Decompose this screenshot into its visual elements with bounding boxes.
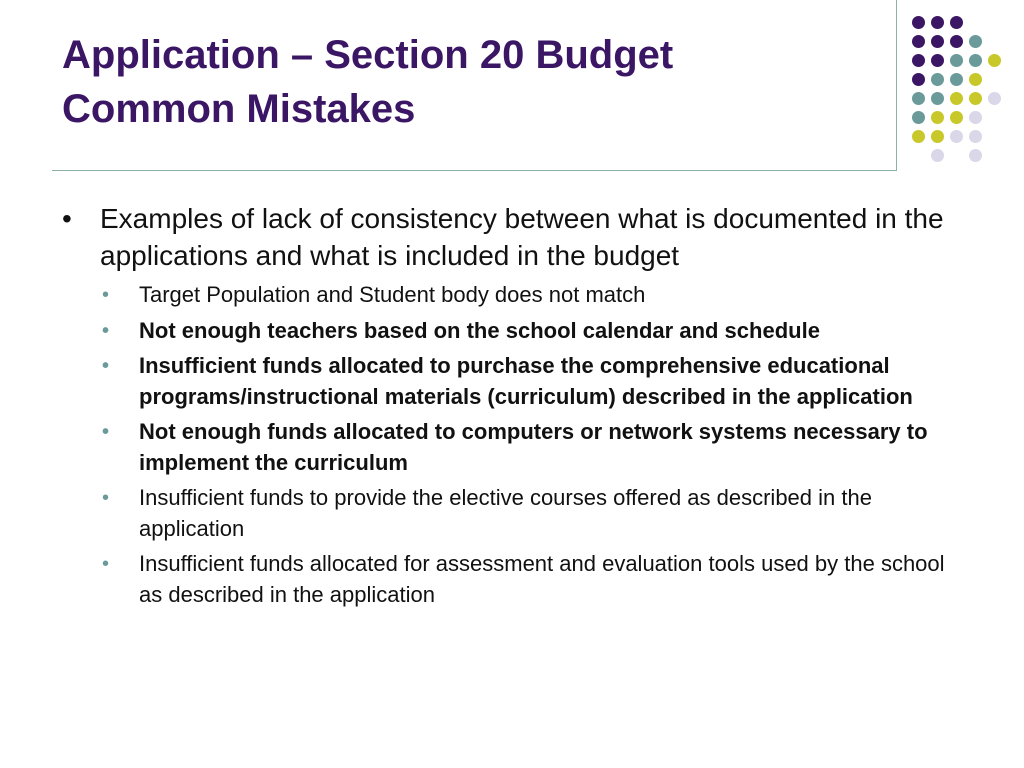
decor-dot	[950, 111, 963, 124]
decor-dot	[931, 130, 944, 143]
main-bullet-text: Examples of lack of consistency between what is documented in the applications and what is included in the budget	[100, 203, 944, 271]
decor-dot	[931, 16, 944, 29]
sub-bullet-item	[62, 316, 972, 347]
sub-bullet-icon: •	[102, 487, 110, 509]
main-bullet-item	[62, 200, 972, 274]
decor-dot	[950, 73, 963, 86]
decor-dot	[950, 130, 963, 143]
decor-dot	[931, 35, 944, 48]
decor-dot	[969, 130, 982, 143]
sub-bullet-icon: •	[102, 319, 110, 342]
decor-dot	[931, 92, 944, 105]
decor-dot	[931, 111, 944, 124]
decor-dot	[912, 16, 925, 29]
sub-bullet-icon: •	[102, 284, 110, 306]
header-divider-vertical	[896, 0, 897, 171]
decor-dot	[950, 35, 963, 48]
decor-dot	[950, 16, 963, 29]
sub-bullet-item	[62, 549, 972, 610]
decor-dot	[969, 73, 982, 86]
sub-bullet-icon: •	[102, 553, 110, 575]
decor-dot	[912, 54, 925, 67]
decor-dot	[969, 149, 982, 162]
decor-dot	[950, 92, 963, 105]
sub-bullet-text: Insufficient funds to provide the elective courses offered as described in the application	[139, 485, 872, 541]
decor-dot	[912, 73, 925, 86]
decor-dot	[931, 149, 944, 162]
decor-dot	[931, 73, 944, 86]
decor-dot	[950, 54, 963, 67]
decor-dot	[988, 54, 1001, 67]
sub-bullet-icon: •	[102, 421, 110, 443]
decor-dot	[988, 92, 1001, 105]
sub-bullet-icon: •	[102, 355, 110, 377]
decor-dot	[969, 54, 982, 67]
decor-dot	[912, 111, 925, 124]
bullet-icon: •	[62, 203, 72, 234]
title-line-2: Common Mistakes	[62, 87, 416, 131]
sub-bullet-text: Insufficient funds allocated to purchase the comprehensive educational programs/instructional materials (curriculum) described in the application	[139, 353, 913, 409]
sub-bullet-item	[62, 280, 972, 311]
sub-bullet-text: Insufficient funds allocated for assessment and evaluation tools used by the school as described in the application	[139, 551, 945, 607]
decor-dot	[969, 111, 982, 124]
sub-bullet-item	[62, 417, 972, 478]
header-divider-horizontal	[52, 170, 897, 171]
sub-bullet-text: Not enough funds allocated to computers or network systems necessary to implement the curriculum	[139, 419, 928, 475]
decor-dot	[912, 92, 925, 105]
decor-dot	[969, 35, 982, 48]
sub-bullet-list	[62, 280, 972, 610]
slide-body	[62, 200, 972, 615]
sub-bullet-item	[62, 483, 972, 544]
sub-bullet-text: Not enough teachers based on the school calendar and schedule	[139, 317, 820, 343]
slide-title	[62, 28, 862, 136]
title-line-1: Application – Section 20 Budget	[62, 33, 674, 77]
decor-dot	[912, 130, 925, 143]
decor-dot	[969, 92, 982, 105]
sub-bullet-item	[62, 351, 972, 412]
sub-bullet-text: Target Population and Student body does not match	[139, 282, 646, 307]
decor-dot	[931, 54, 944, 67]
decor-dot	[912, 35, 925, 48]
